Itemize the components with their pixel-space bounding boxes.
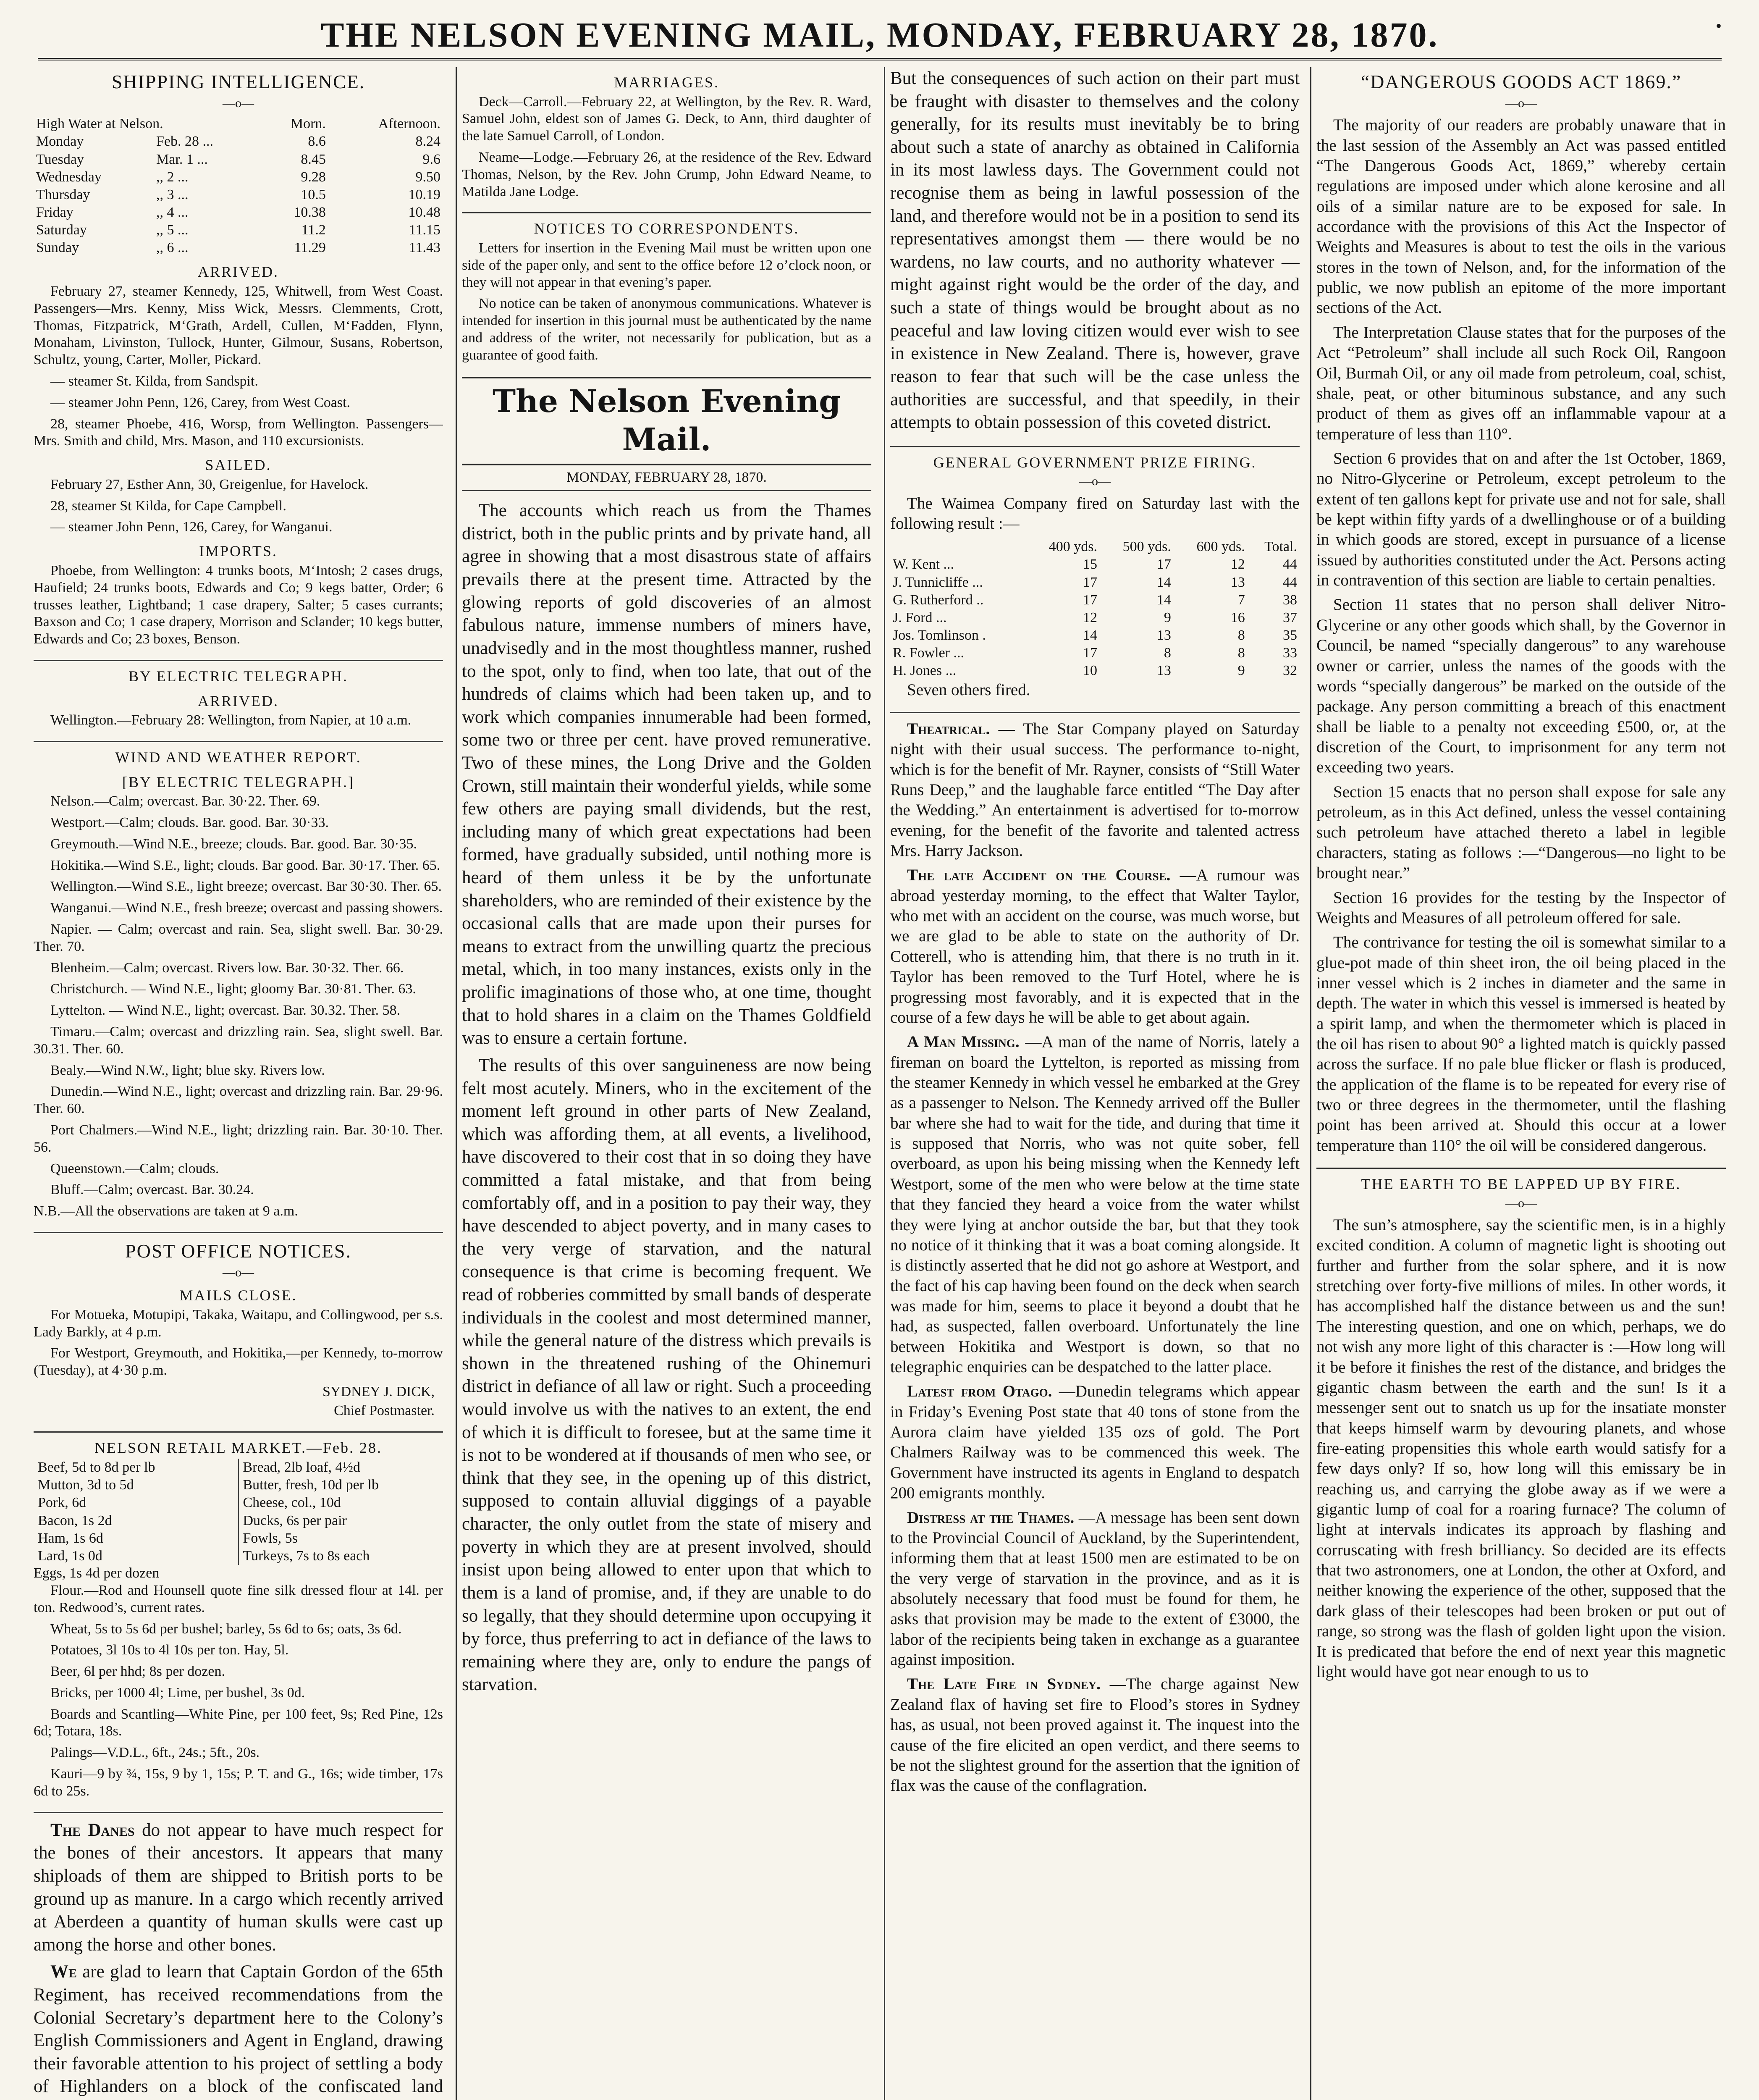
- section-rule: [34, 660, 443, 661]
- paragraph-lead: The Danes: [50, 1820, 135, 1840]
- market-item: Butter, fresh, 10d per lb: [243, 1477, 379, 1493]
- prize-column-header: Total.: [1264, 539, 1297, 555]
- act-paragraph: Section 6 provides that on and after the 1st October, 1869, no Nitro-Glycerine or Petroleum, except petroleum to the extent of ten gallons kept for private use and not for sale, shall be kept within fifty yards of a dwellinghouse or of a building in which goods are stored, except in pursuance of a license issued by authorities constituted under the Act. Persons acting in contravention of this section are liable to certain penalties.: [1316, 449, 1726, 590]
- tide-cell: ,, 5 ...: [156, 222, 189, 238]
- prize-cell: 13: [1156, 627, 1171, 643]
- prize-cell: J. Tunnicliffe ...: [893, 574, 983, 590]
- prize-cell: 12: [1230, 556, 1245, 572]
- prize-cell: W. Kent ...: [893, 556, 954, 572]
- weather-heading: WIND AND WEATHER REPORT.: [115, 748, 362, 766]
- tide-cell: 11.2: [301, 222, 326, 238]
- arrived-heading: ARRIVED.: [198, 263, 279, 281]
- weather-list: [34, 793, 443, 1199]
- weather-report: Lyttelton. — Wind N.E., light; overcast. Bar. 30.32. Ther. 58.: [50, 1003, 401, 1018]
- market-item: Mutton, 3d to 5d: [38, 1477, 134, 1493]
- act-paragraph: The Interpretation Clause states that for the purposes of the Act “Petroleum” shall include all such Rock Oil, Rangoon Oil, Burmah Oil, or any oil made from petroleum, coal, schist, shale, peat, or other bituminous substance, and any such product of them as gives off an inflammable vapour at a temperature of less than 110°.: [1316, 323, 1726, 443]
- market-item: Pork, 6d: [38, 1495, 87, 1511]
- news-paragraph: [890, 1032, 1300, 1377]
- weather-report: Dunedin.—Wind N.E., light; overcast and drizzling rain. Bar. 29·96. Ther. 60.: [34, 1084, 443, 1117]
- prize-cell: 10: [1083, 663, 1098, 679]
- paragraph-text: do not appear to have much respect for the bones of their ancestors. It appears that many shiploads of them are shipped to British ports to be ground up as manure. In a cargo which recently arrived at Aberdeen a quantity of human skulls were cast up among the horse and other bones.: [34, 1820, 443, 1955]
- weather-report: Nelson.—Calm; overcast. Bar. 30·22. Ther. 69.: [50, 793, 320, 809]
- correspondent-notice: Letters for insertion in the Evening Mail must be written upon one side of the paper only, and sent to the office before 12 o’clock noon, or they will not appear in that evening’s paper.: [462, 240, 871, 290]
- tide-cell: Sunday: [36, 240, 79, 256]
- ornament: —o—: [223, 1265, 254, 1279]
- prize-cell: 14: [1156, 574, 1171, 590]
- act-paragraph: The contrivance for testing the oil is somewhat similar to a glue-pot made of thin sheet iron, the oil being placed in the inner vessel which is 2 inches in diameter and the same in depth. The water in which this vessel is immersed is heated by a spirit lamp, and when the thermometer which is placed in the oil has risen to about 90° a lighted match is quickly passed across the surface. If no pale blue flicker or flash is produced, the application of the flame is to be repeated for every rise of two or three degrees in the thermometer, until the flashing point has been arrived at. Should this occur at a lower temperature than 110° the oil will be considered dangerous.: [1316, 933, 1726, 1155]
- prize-cell: 14: [1083, 627, 1098, 643]
- tide-cell: 10.38: [294, 205, 326, 220]
- ornament: —o—: [223, 96, 254, 110]
- weather-report: Bluff.—Calm; overcast. Bar. 30.24.: [50, 1182, 254, 1198]
- prize-column-header: [890, 538, 1026, 556]
- correspondent-notice: No notice can be taken of anonymous communications. Whatever is intended for insertion in this journal must be authenticated by the name and address of the writer, not necessarily for publication, but as a guarantee of good faith.: [462, 296, 871, 363]
- prize-intro: The Waimea Company fired on Saturday last with the following result :—: [890, 494, 1300, 533]
- arrival-entry: — steamer John Penn, 126, Carey, from West Coast.: [50, 394, 350, 410]
- tide-rows: [34, 133, 443, 257]
- weather-report: Queenstown.—Calm; clouds.: [50, 1160, 219, 1176]
- news-paragraph: [890, 1674, 1300, 1796]
- market-item: Beef, 5d to 8d per lb: [38, 1460, 155, 1475]
- tide-cell: ,, 3 ...: [156, 186, 189, 202]
- prize-row: [890, 556, 1300, 573]
- tide-cell: Mar. 1 ...: [156, 151, 208, 167]
- weather-report: Napier. — Calm; overcast and rain. Sea, slight swell. Bar. 30·29. Ther. 70.: [34, 921, 443, 954]
- tide-cell: 9.28: [301, 169, 326, 185]
- market-right: [239, 1459, 443, 1565]
- prize-row: [890, 609, 1300, 627]
- tide-cell: 10.48: [408, 205, 440, 220]
- earth-heading: THE EARTH TO BE LAPPED UP BY FIRE.: [1361, 1176, 1681, 1193]
- prize-table: [890, 538, 1300, 680]
- weather-report: Port Chalmers.—Wind N.E., light; drizzling rain. Bar. 30·10. Ther. 56.: [34, 1122, 443, 1155]
- column-1: [34, 67, 443, 2100]
- paragraph-text: —Dunedin telegrams which appear in Friday’s Evening Post state that 40 tons of stone from the Aurora claim have yielded 135 ozs of gold. The Port Chalmers Railway was to be commenced this week. The Government have instructed its agents in England to despatch 200 emigrants monthly.: [890, 1382, 1300, 1502]
- news-paragraph: [890, 865, 1300, 1028]
- editorial-paragraph: But the consequences of such action on their part must be fraught with disaster to themselves and the colony generally, for its results must inevitably be to bring about such a state of anarchy as obtained in California in its most lawless days. The Government could not recognise them as being in lawful possession of the land, and therefore would not be in a position to send its representatives amongst them — there would be no wardens, no law courts, and no authority whatever — might against right would be the order of the day, and such a state of things would be brought about as no peaceful and law loving citizen would ever wish to see in existence in New Zealand. There is, however, grave reason to fear that such will be the case unless the authorities are successful, and that speedily, in their attempts to obtain possession of this coveted district.: [890, 68, 1300, 433]
- prize-cell: 17: [1083, 645, 1098, 661]
- prize-cell: 38: [1283, 592, 1297, 608]
- paragraph-lead: Theatrical.: [907, 719, 990, 738]
- prize-cell: 17: [1083, 592, 1098, 608]
- arrival-entry: — steamer St. Kilda, from Sandspit.: [50, 373, 258, 389]
- sailed-heading: SAILED.: [205, 457, 272, 474]
- prize-cell: R. Fowler ...: [893, 645, 964, 661]
- arrived-list: [34, 283, 443, 450]
- section-rule: [34, 741, 443, 742]
- section-rule: [890, 712, 1300, 713]
- telegraph-arrived-heading: ARRIVED.: [198, 692, 279, 709]
- prize-row: [890, 644, 1300, 662]
- marriages-heading: MARRIAGES.: [613, 74, 720, 91]
- earth-paragraph: The sun’s atmosphere, say the scientific men, is in a highly excited condition. A column of magnetic light is shooting out further and further from the solar sphere, and it is now stretching over forty-five millions of miles. In other words, it has accomplished half the distance between us and the sun! The interesting question, and one on which, perhaps, we do not wish any more light of this character is :—How long will it be before it finishes the rest of the distance, and bridges the gigantic chasm between the earth and the sun! Is it a messenger sent out to snatch us up for the insatiate monster that keeps himself warm by devouring planets, and whose fire-eating propensities this whole earth would satisfy for a few days only? If so, how long will this emissary be in reaching us, and carrying the globe away as if we were a gigantic lump of coal for a roaring furnace? The column of light at intervals indicates its approach by flashing and corruscating with fresh brilliancy. So decided are its effects that two astronomers, one at London, the other at Oxford, and neither knowing the experience of the other, supposed that the dark glass of their telescopes had been broken or put out of range, so strong was the flash of golden light upon the vision. It is predicated that before the end of next year this magnetic light would have got near enough to us to: [1316, 1216, 1726, 1681]
- earth-paragraphs: [1316, 1215, 1726, 1682]
- prize-cell: 15: [1083, 556, 1098, 572]
- weather-report: Timaru.—Calm; overcast and drizzling rain. Sea, slight swell. Bar. 30.31. Ther. 60.: [34, 1024, 443, 1057]
- marriage-notice: Deck—Carroll.—February 22, at Wellington, by the Rev. R. Ward, Samuel John, eldest son of James G. Deck, to Ann, third daughter of the late Samuel Carroll, of London.: [462, 94, 871, 144]
- news-paragraph: [34, 1961, 443, 2100]
- act-paragraph: Section 16 provides for the testing by the Inspector of Weights and Measures of all petroleum offered for sale.: [1316, 888, 1726, 927]
- prize-cell: Jos. Tomlinson .: [893, 627, 986, 643]
- tide-cell: Tuesday: [36, 151, 84, 167]
- post-list: [34, 1307, 443, 1379]
- paragraph-lead: Distress at the Thames.: [907, 1508, 1075, 1527]
- tide-cell: 8.45: [301, 151, 326, 167]
- tide-cell: 11.43: [409, 240, 440, 256]
- imports-heading: IMPORTS.: [199, 543, 278, 560]
- act-paragraph: Section 15 enacts that no person shall expose for sale any petroleum, as in this Act defined, unless the vessel containing such petroleum have attached thereto a label in legible characters, stating as follows :—“Dangerous—no light to be brought near.”: [1316, 782, 1726, 882]
- tide-row: [34, 204, 443, 221]
- tide-header-place: High Water at Nelson.: [36, 116, 163, 132]
- column-4: [1316, 67, 1726, 2100]
- weather-report: Hokitika.—Wind S.E., light; clouds. Bar good. Bar. 30·17. Ther. 65.: [50, 857, 440, 873]
- prize-row: [890, 574, 1300, 591]
- market-item: Bacon, 1s 2d: [38, 1512, 112, 1528]
- postmaster-signature: SYDNEY J. DICK,: [322, 1383, 435, 1399]
- market-item: Lard, 1s 0d: [38, 1548, 102, 1564]
- sailed-list: [34, 476, 443, 536]
- tide-row: [34, 239, 443, 257]
- prize-cell: 8: [1237, 645, 1245, 661]
- prize-cell: 8: [1164, 645, 1171, 661]
- news-paragraph: [890, 719, 1300, 861]
- prize-cell: 44: [1283, 556, 1297, 572]
- mails-close-heading: MAILS CLOSE.: [179, 1287, 297, 1304]
- folio-mark: •: [1715, 16, 1722, 35]
- dangerous-heading: “DANGEROUS GOODS ACT 1869.”: [1361, 71, 1682, 92]
- tide-cell: 8.24: [415, 134, 440, 150]
- news-paragraph: [890, 1508, 1300, 1670]
- prize-cell: H. Jones ...: [893, 663, 957, 679]
- market-paragraph: Kauri—9 by ¾, 15s, 9 by 1, 15s; P. T. and G., 16s; wide timber, 17s 6d to 25s.: [34, 1766, 443, 1799]
- prize-column-header: 400 yds.: [1049, 539, 1098, 555]
- act-paragraph: The majority of our readers are probably unaware that in the last session of the Assembly an Act was passed entitled “The Dangerous Goods Act, 1869,” whereby certain regulations are imposed under which alone kerosine and all oils of a similar nature are to be exposed for sale. In accordance with the provisions of this Act the Inspector of Weights and Measures is about to test the oils in the various stores in the town of Nelson, and, for the information of the public, we now publish an epitome of the more important sections of the Act.: [1316, 116, 1726, 317]
- prize-cell: 32: [1283, 663, 1297, 679]
- section-rule: [890, 446, 1300, 447]
- marriage-notice: Neame—Lodge.—February 26, at the residence of the Rev. Edward Thomas, Nelson, by the Rev. John Crump, John Edward Neame, to Matilda Jane Lodge.: [462, 150, 871, 200]
- prize-cell: 9: [1164, 609, 1171, 625]
- notices-list: [462, 240, 871, 364]
- prize-cell: 35: [1283, 627, 1297, 643]
- arrival-entry: February 27, steamer Kennedy, 125, Whitwell, from West Coast. Passengers—Mrs. Kenny, Miss Wick, Messrs. Clemments, Crott, Thomas, Fitzpatrick, M‘Grath, Ardell, Cullen, M‘Fadden, Flynn, Monaham, Livinston, Tullock, Hunter, Gilmour, Susans, Robertson, Schultz, young, Carter, Moller, Pickard.: [34, 284, 443, 368]
- imports-text: Phoebe, from Wellington: 4 trunks boots, M‘Intosh; 2 cases drugs, Haufield; 24 trunks boots, Edwards and Co; 9 kegs batter, Order; 6 trusses leather, Lightband; 1 case drapery, Salter; 5 cases currants; Baxson and Co; 1 case drapery, Morrison and Sclander; 10 kegs butter, Edwards and Co; 23 boxes, Benson.: [34, 562, 443, 647]
- market-paragraph: Bricks, per 1000 4l; Lime, per bushel, 3s 0d.: [50, 1685, 305, 1701]
- prize-cell: 7: [1237, 592, 1245, 608]
- prize-cell: 13: [1230, 574, 1245, 590]
- mail-notice: For Motueka, Motupipi, Takaka, Waitapu, and Collingwood, per s.s. Lady Barkly, at 4 p.m.: [34, 1307, 443, 1340]
- prize-cell: 16: [1230, 609, 1245, 625]
- tide-cell: 11.15: [409, 222, 440, 238]
- news-paragraph: [890, 1381, 1300, 1503]
- section-rule: [34, 1812, 443, 1813]
- tide-row: [34, 186, 443, 204]
- market-left: [34, 1459, 239, 1565]
- tide-row: [34, 221, 443, 239]
- market-paragraph: Wheat, 5s to 5s 6d per bushel; barley, 5s 6d to 6s; oats, 3s 6d.: [50, 1621, 402, 1637]
- market-paragraph: Palings—V.D.L., 6ft., 24s.; 5ft., 20s.: [50, 1745, 260, 1761]
- prize-heading: GENERAL GOVERNMENT PRIZE FIRING.: [933, 454, 1257, 471]
- editorial: [462, 499, 871, 1696]
- market-item: Bread, 2lb loaf, 4½d: [243, 1460, 360, 1475]
- tide-cell: 9.50: [415, 169, 440, 185]
- market-item: Ham, 1s 6d: [38, 1530, 103, 1546]
- market-paragraph: Potatoes, 3l 10s to 4l 10s per ton. Hay, 5l.: [50, 1642, 289, 1658]
- prize-row: [890, 591, 1300, 609]
- prize-column-header: 500 yds.: [1122, 539, 1171, 555]
- tide-row: [34, 133, 443, 150]
- editorial-paragraph: The accounts which reach us from the Thames district, both in the public prints and by private hand, all agree in showing that a most disastrous state of affairs prevails there at the present time. Attracted by the glowing reports of gold discoveries of an almost fabulous nature, immense numbers of miners have, unadvisedly and in the most thoughtless manner, rushed to the spot, only to find, when too late, that out of the hundreds of claims which had been taken up, and to work which companies innumerable had been formed, some two or three per cent. have proved remunerative. Two of these mines, the Long Drive and the Golden Crown, still maintain their wonderful yields, while some few others are paying small dividends, but the rest, including many of which great expectations had been formed, have gradually subsided, until nothing more is heard of them unless it be by the unfortunate shareholders, who are reminded of their existence by the occasional calls that are made upon their purses for means to extract from the unwilling quartz the precious metal, which, in too many instances, exists only in the prolific imaginations of those who, at one time, thought that to hold shares in a claim on the Thames Goldfield was to ensure a certain fortune.: [462, 501, 871, 1048]
- column-rule: [884, 67, 885, 2100]
- section-rule: [1316, 1168, 1726, 1169]
- ornament: —o—: [1505, 1196, 1537, 1210]
- marriages-list: [462, 94, 871, 201]
- ornament: —o—: [1079, 474, 1111, 488]
- paragraph-text: —The charge against New Zealand flax of having set fire to Flood’s stores in Sydney has, as usual, not been proved against it. The inquest into the cause of the fire elicited an open verdict, and there seems to be not the slightest ground for the assertion that the ignition of flax was the cause of the conflagration.: [890, 1675, 1300, 1795]
- column-3-news: [890, 719, 1300, 1796]
- tide-cell: Friday: [36, 205, 73, 220]
- column-3: [890, 67, 1300, 2100]
- act-paragraph: Section 11 states that no person shall deliver Nitro-Glycerine or any other goods which shall, by the Governor in Council, be named “specially dangerous” to any warehouse owner or carrier, unless the names of the goods with the words “specially dangerous” be marked on the outside of the package. Any person committing a breach of this enactment shall be liable to a penalty not exceeding £500, or, at the discretion of the Court, to imprisonment for any term not exceeding two years.: [1316, 596, 1726, 777]
- weather-report: Westport.—Calm; clouds. Bar. good. Bar. 30·33.: [50, 814, 329, 830]
- paragraph-lead: We: [50, 1962, 77, 1982]
- prize-cell: 17: [1156, 556, 1171, 572]
- notices-heading: NOTICES TO CORRESPONDENTS.: [534, 220, 800, 237]
- prize-cell: 8: [1237, 627, 1245, 643]
- prize-footer: Seven others fired.: [907, 680, 1030, 699]
- prize-cell: 12: [1083, 609, 1098, 625]
- tide-cell: ,, 4 ...: [156, 205, 189, 220]
- market-item: Fowls, 5s: [243, 1530, 298, 1546]
- column-rule: [1310, 67, 1311, 2100]
- market-heading: NELSON RETAIL MARKET.—Feb. 28.: [94, 1439, 383, 1456]
- tide-header-morn: Morn.: [290, 116, 326, 132]
- tide-cell: ,, 2 ...: [156, 169, 189, 185]
- telegraph-arrived: Wellington.—February 28: Wellington, from Napier, at 10 a.m.: [50, 712, 412, 728]
- editorial-paragraph: The results of this over sanguineness are now being felt most acutely. Miners, who in the excitement of the moment left ground in other parts of New Zealand, which was affording them, at all events, a livelihood, have discovered to their cost that in so doing they have committed a fatal mistake, and that from being comfortably off, and in a position to pay their way, they have descended to abject poverty, and in many cases to the very verge of starvation, and the natural consequence is that crime is becoming frequent. We read of robberies committed by small bands of desperate individuals in the coolest and most determined manner, while the general nature of the distress which prevails is shown in the threatened rushing of the Ohinemuri district in defiance of all law or right. Such a proceeding would involve us with the natives to an extent, the end of which it is difficult to foresee, but at the same time it is not to be wondered at if thousands of men who see, or think that they see, in the opening up of this district, supposed to contain alluvial diggings of a payable character, the only outlet from the state of misery and poverty in which they are at present involved, should insist upon being allowed to enter upon that which to them is a land of promise, and, if they are unable to do so legally, that they should determine upon occupying it by force, thus preferring to act in defiance of the laws to remaining where they are, only to endure the pangs of starvation.: [462, 1055, 871, 1695]
- weather-report: Greymouth.—Wind N.E., breeze; clouds. Bar. good. Bar. 30·35.: [50, 836, 417, 852]
- weather-subheading: [BY ELECTRIC TELEGRAPH.]: [122, 773, 354, 790]
- section-rule: [462, 212, 871, 213]
- prize-cell: 9: [1237, 663, 1245, 679]
- tide-cell: Feb. 28 ...: [156, 134, 214, 150]
- paragraph-text: —A message has been sent down to the Provincial Council of Auckland, by the Superintendent, informing them that at least 1500 men are estimated to be on the very verge of starvation in the province, and as it is absolutely necessary that food must be found for them, he asks that provision may be made to the extent of £3000, the labor of the recipients being taken in exchange as a guarantee against imposition.: [890, 1508, 1300, 1669]
- shipping-heading: SHIPPING INTELLIGENCE.: [111, 71, 365, 92]
- paragraph-text: are glad to learn that Captain Gordon of the 65th Regiment, has received recommendations from the Colonial Secretary’s department here to the Colony’s English Commissioners and Agent in England, drawing their favorable attention to his project of settling a body of Highlanders on a block of the confiscated land: [34, 1962, 443, 2097]
- page-title: THE NELSON EVENING MAIL, MONDAY, FEBRUARY 28, 1870.: [320, 15, 1439, 55]
- market-item: Ducks, 6s per pair: [243, 1512, 347, 1528]
- prize-cell: J. Ford ...: [893, 609, 947, 625]
- column-2: [462, 67, 871, 2100]
- tide-cell: 9.6: [422, 151, 440, 167]
- prize-cell: 17: [1083, 574, 1098, 590]
- tide-cell: ,, 6 ...: [156, 240, 189, 256]
- sailing-entry: February 27, Esther Ann, 30, Greigenlue, for Havelock.: [50, 476, 369, 492]
- masthead: [38, 12, 1722, 60]
- paragraph-lead: The late Accident on the Course.: [907, 866, 1171, 885]
- nameplate-title: The Nelson Evening Mail.: [462, 377, 871, 466]
- column-rule: [456, 67, 457, 2100]
- tide-cell: Thursday: [36, 186, 90, 202]
- prize-cell: 14: [1156, 592, 1171, 608]
- weather-report: Blenheim.—Calm; overcast. Rivers low. Bar. 30·32. Ther. 66.: [50, 960, 404, 976]
- ornament: —o—: [1505, 96, 1537, 110]
- prize-cell: 13: [1156, 663, 1171, 679]
- market-eggs: Eggs, 1s 4d per dozen: [34, 1565, 160, 1581]
- news-paragraph: [34, 1819, 443, 1957]
- market-paragraph: Beer, 6l per hhd; 8s per dozen.: [50, 1664, 225, 1680]
- section-rule: [34, 1232, 443, 1233]
- market-paragraph: Flour.—Rod and Hounsell quote fine silk dressed flour at 14l. per ton. Redwood’s, current rates.: [34, 1582, 443, 1615]
- dangerous-paragraphs: [1316, 115, 1726, 1156]
- paragraph-text: —A rumour was abroad yesterday morning, to the effect that Walter Taylor, who met with an accident on the course, was much worse, but we are glad to be able to state on the authority of Dr. Cotterell, who is attending him, that there is no truth in it. Taylor has been removed to the Turf Hotel, where he is progressing most favorably, and it is expected that in the course of a few days he will be able to get about again.: [890, 866, 1300, 1026]
- tide-row: [34, 168, 443, 186]
- tide-header-afternoon: Afternoon.: [378, 116, 440, 132]
- tide-cell: 11.29: [294, 240, 326, 256]
- prize-row: [890, 662, 1300, 680]
- market-paragraphs: [34, 1582, 443, 1800]
- paragraph-text: — The Star Company played on Saturday night with their usual success. The performance to-night, which is for the benefit of Mr. Rayner, consists of “Still Water Runs Deep,” and the laughable farce entitled “The Day after the Wedding.” An entertainment is advertised for to-morrow evening, for the benefit of the favorite and talented actress Mrs. Harry Jackson.: [890, 719, 1300, 860]
- editorial-continued: [890, 67, 1300, 434]
- paragraph-lead: The Late Fire in Sydney.: [907, 1675, 1101, 1693]
- tide-row: [34, 151, 443, 168]
- tide-cell: Wednesday: [36, 169, 102, 185]
- prize-column-header: 600 yds.: [1196, 539, 1245, 555]
- tide-table: [34, 115, 443, 257]
- weather-report: Wellington.—Wind S.E., light breeze; overcast. Bar 30·30. Ther. 65.: [50, 879, 442, 895]
- market-table: [34, 1459, 443, 1565]
- prize-header-row: [890, 538, 1300, 556]
- nameplate-date: MONDAY, FEBRUARY 28, 1870.: [462, 469, 871, 491]
- sailing-entry: — steamer John Penn, 126, Carey, for Wanganui.: [50, 519, 333, 535]
- mail-notice: For Westport, Greymouth, and Hokitika,—per Kennedy, to-morrow (Tuesday), at 4·30 p.m.: [34, 1345, 443, 1378]
- tide-cell: 10.5: [301, 186, 326, 202]
- tide-cell: Monday: [36, 134, 84, 150]
- sailing-entry: 28, steamer St Kilda, for Cape Campbell.: [50, 498, 286, 514]
- tide-cell: 8.6: [308, 134, 326, 150]
- postmaster-title: Chief Postmaster.: [334, 1402, 435, 1418]
- weather-report: Bealy.—Wind N.W., light; blue sky. Rivers low.: [50, 1062, 325, 1078]
- weather-note: N.B.—All the observations are taken at 9 a.m.: [34, 1203, 298, 1219]
- prize-cell: 37: [1283, 609, 1297, 625]
- weather-report: Wanganui.—Wind N.E., fresh breeze; overcast and passing showers.: [50, 900, 443, 916]
- tide-cell: Saturday: [36, 222, 87, 238]
- paragraph-lead: Latest from Otago.: [907, 1382, 1052, 1401]
- prize-rows: [890, 556, 1300, 680]
- market-item: Turkeys, 7s to 8s each: [243, 1548, 370, 1564]
- prize-cell: 33: [1283, 645, 1297, 661]
- prize-cell: 44: [1283, 574, 1297, 590]
- paragraph-lead: A Man Missing.: [907, 1033, 1020, 1051]
- market-paragraph: Boards and Scantling—White Pine, per 100 feet, 9s; Red Pine, 12s 6d; Totara, 18s.: [34, 1706, 443, 1739]
- tide-cell: 10.19: [408, 186, 440, 202]
- prize-row: [890, 627, 1300, 644]
- paragraph-text: —A man of the name of Norris, lately a fireman on board the Lyttelton, is reported as missing from the steamer Kennedy in which vessel he embarked at the Grey as a passenger to Nelson. The Kennedy arrived off the Buller bar where she had to wait for the tide, and during that time it is supposed that Norris, who was not quite sober, fell overboard, as upon his being missing when the Kennedy left Westport, some of the men who were below at the time state that they fancied they heard a voice from the water whilst they were lying at anchor outside the bar, but that they took no notice of it thinking that it was a boat coming alongside. It is distinctly asserted that he did not go ashore at Westport, and the fact of his cap having been found on the deck when search was made for him, seems to place it beyond a doubt that he had, as suspected, fallen overboard. Unfortunately the line between Hokitika and Westport is down, so that no telegraphic enquiries can be despatched to the latter place.: [890, 1033, 1300, 1376]
- weather-report: Christchurch. — Wind N.E., light; gloomy Bar. 30·81. Ther. 63.: [50, 981, 416, 997]
- telegraph-heading: BY ELECTRIC TELEGRAPH.: [128, 667, 348, 685]
- market-item: Cheese, col., 10d: [243, 1495, 341, 1511]
- column-1-news: [34, 1819, 443, 2100]
- prize-cell: G. Rutherford ..: [893, 592, 984, 608]
- post-office-heading: POST OFFICE NOTICES.: [125, 1240, 351, 1262]
- arrival-entry: 28, steamer Phoebe, 416, Worsp, from Wellington. Passengers—Mrs. Smith and child, Mrs. Mason, and 110 excursionists.: [34, 416, 443, 449]
- section-rule: [34, 1431, 443, 1433]
